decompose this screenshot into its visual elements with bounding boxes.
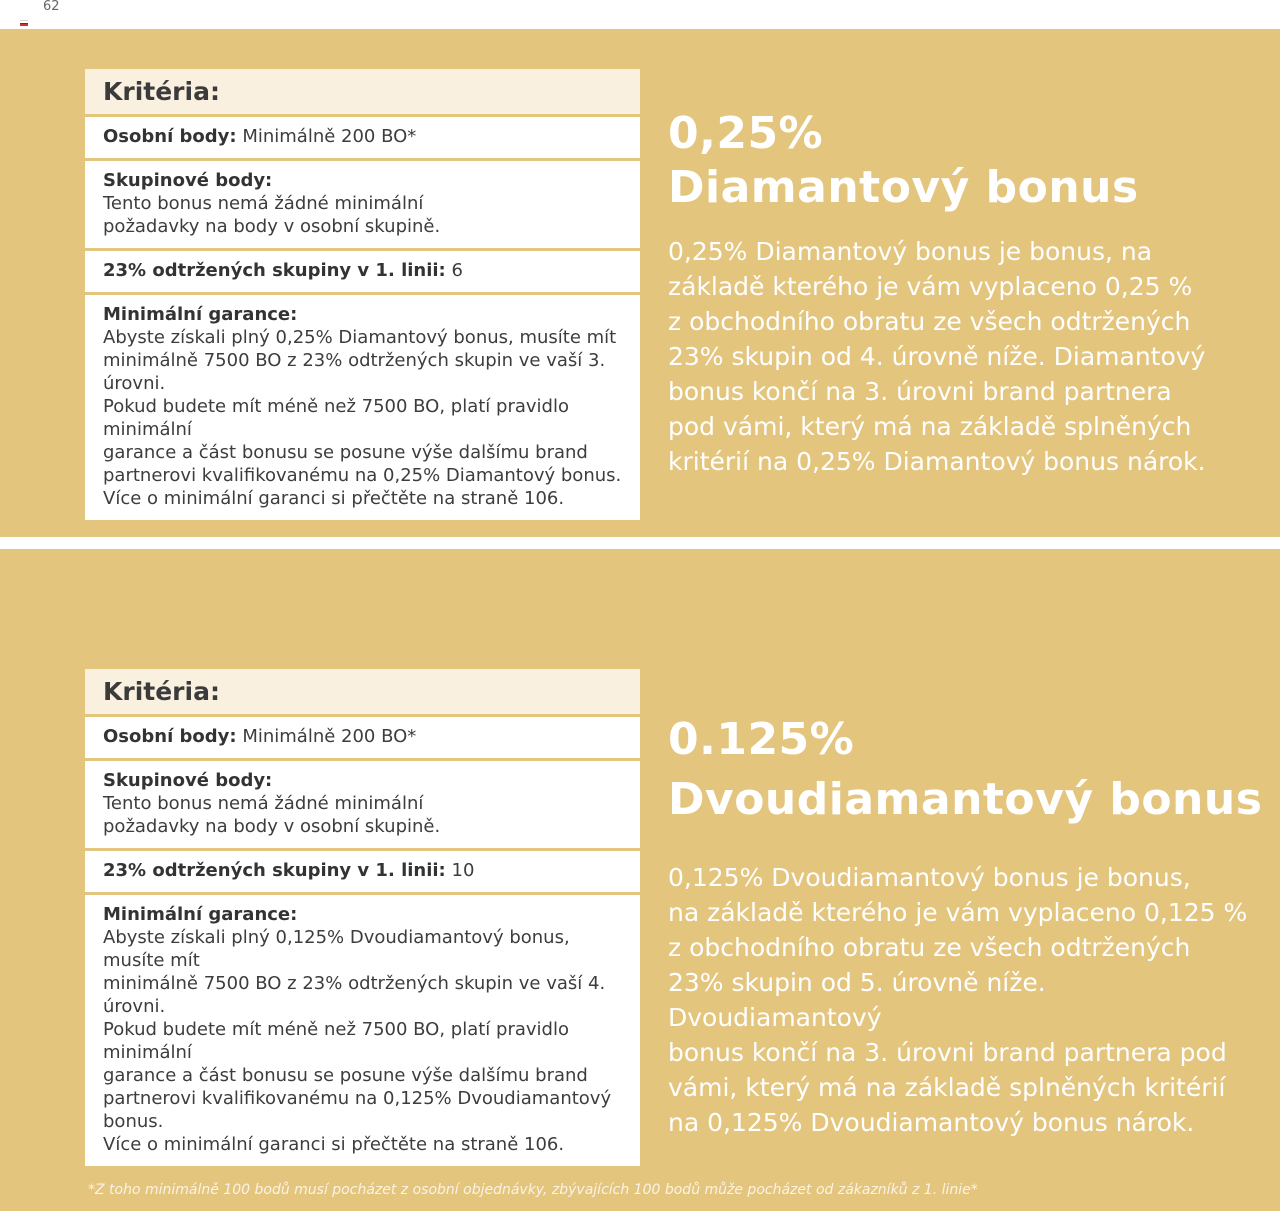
group-points-row [85,761,640,851]
czech-flag-icon [20,20,28,26]
guarantee-text: Abyste získali plný 0,25% Diamantový bonus, musíte mít minimálně 7500 BO z 23% odtržených skupin ve vaší 3. úrovni. Pokud budete mít méně než 7500 BO, platí pravidlo minimální garance a část bonusu se posune výše dalšímu brand partnerovi kvalifikovanému na 0,25% Diamantový bonus. Více o minimální garanci si přečtěte na straně 106. [103,327,622,509]
personal-points-value: Minimálně 200 BO* [236,126,417,147]
minimum-guarantee-row [85,895,640,1166]
breakaway-row [85,251,640,295]
bonus-name-heading: Dvoudiamantový bonus [668,774,1263,825]
footnote: *Z toho minimálně 100 bodů musí pocházet z osobní objednávky, zbývajících 100 bodů může pocházet od zákazníků z 1. linie* [88,1182,978,1198]
bonus-description: 0,125% Dvoudiamantový bonus je bonus, na základě kterého je vám vyplaceno 0,125 % z obchodního obratu ze všech odtržených 23% skupin od 5. úrovně níže. Dvoudiamantový bonus končí na 3. úrovni brand partnera pod vámi, který má na základě splněných kritérií na 0,125% Dvoudiamantový bonus nárok. [668,863,1248,1137]
personal-points-row [85,117,640,161]
group-points-label: Skupinové body: [103,170,273,191]
breakaway-value: 6 [445,260,463,281]
bonus-percent-heading: 0.125% [668,714,855,765]
personal-points-label: Osobní body: [103,726,237,747]
breakaway-row [85,851,640,895]
group-points-text: Tento bonus nemá žádné minimální požadavky na body v osobní skupině. [103,193,441,237]
minimum-guarantee-row [85,295,640,520]
breakaway-label: 23% odtržených skupiny v 1. linii: [103,260,446,281]
criteria-card [85,669,640,1166]
breakaway-value: 10 [445,860,475,881]
page-number: 62 [43,0,60,14]
personal-points-label: Osobní body: [103,126,237,147]
group-points-label: Skupinové body: [103,770,273,791]
criteria-title: Kritéria: [85,69,640,117]
criteria-title: Kritéria: [85,669,640,717]
group-points-row [85,161,640,251]
guarantee-text: Abyste získali plný 0,125% Dvoudiamantový bonus, musíte mít minimálně 7500 BO z 23% odtržených skupin ve vaší 4. úrovni. Pokud budete mít méně než 7500 BO, platí pravidlo minimální garance a část bonusu se posune výše dalšímu brand partnerovi kvalifikovanému na 0,125% Dvoudiamantový bonus. Více o minimální garanci si přečtěte na straně 106. [103,927,612,1155]
diamond-bonus-panel [0,29,1280,537]
bonus-percent-heading: 0,25% [668,108,824,159]
guarantee-label: Minimální garance: [103,304,298,325]
guarantee-label: Minimální garance: [103,904,298,925]
bonus-name-heading: Diamantový bonus [668,162,1139,213]
group-points-text: Tento bonus nemá žádné minimální požadavky na body v osobní skupině. [103,793,441,837]
criteria-card [85,69,640,520]
double-diamond-bonus-panel [0,549,1280,1211]
personal-points-row [85,717,640,761]
personal-points-value: Minimálně 200 BO* [236,726,417,747]
breakaway-label: 23% odtržených skupiny v 1. linii: [103,860,446,881]
bonus-description: 0,25% Diamantový bonus je bonus, na základě kterého je vám vyplaceno 0,25 % z obchodního obratu ze všech odtržených 23% skupin od 4. úrovně níže. Diamantový bonus končí na 3. úrovni brand partnera pod vámi, který má na základě splněných kritérií na 0,25% Diamantový bonus nárok. [668,237,1206,476]
